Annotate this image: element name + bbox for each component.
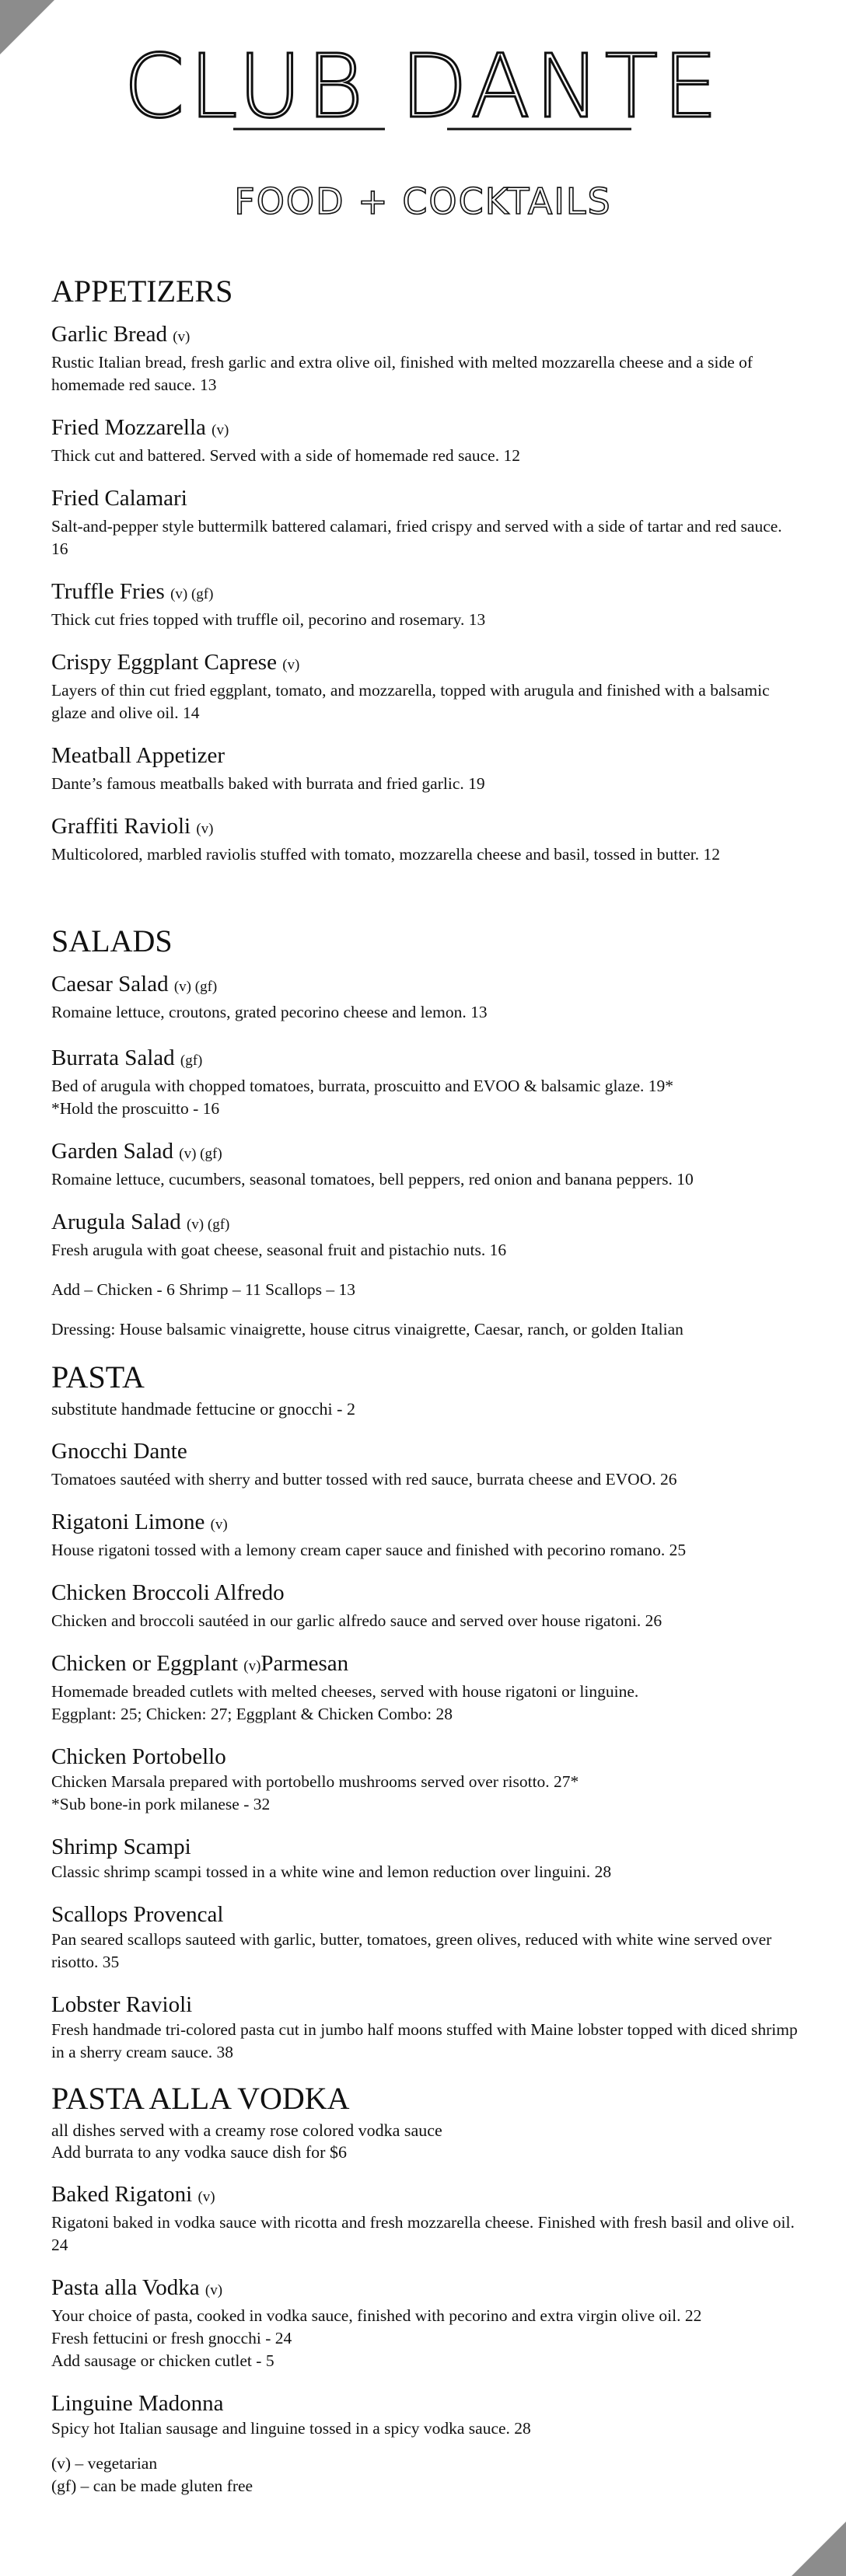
- item-name: Linguine Madonna: [51, 2391, 224, 2416]
- item-name: Scallops Provencal: [51, 1902, 224, 1927]
- item-tags: (v): [173, 329, 191, 345]
- tagline: FOOD + COCKTAILS: [234, 180, 612, 222]
- item-tags: (v): [243, 1658, 261, 1674]
- item-tags: (v): [282, 657, 300, 673]
- salad-dressings: Dressing: House balsamic vinaigrette, house citrus vinaigrette, Caesar, ranch, or golden Italian: [51, 1320, 683, 1339]
- item-description: Multicolored, marbled raviolis stuffed with tomato, mozzarella cheese and basil, tossed in butter. 12: [51, 845, 720, 864]
- menu-item: [51, 1833, 798, 1883]
- item-description: Thick cut and battered. Served with a side of homemade red sauce. 12: [51, 446, 520, 465]
- item-description: Romaine lettuce, cucumbers, seasonal tomatoes, bell peppers, red onion and banana peppers. 10: [51, 1170, 694, 1189]
- item-description: Dante’s famous meatballs baked with burrata and fried garlic. 19: [51, 774, 485, 793]
- item-description: Classic shrimp scampi tossed in a white wine and lemon reduction over linguini. 28: [51, 1862, 612, 1881]
- menu-item: [51, 414, 798, 467]
- menu-item: [51, 1208, 798, 1262]
- item-description: Salt-and-pepper style buttermilk battered calamari, fried crispy and served with a side of tartar and red sauce. 16: [51, 517, 782, 558]
- menu-item: [51, 812, 798, 866]
- item-name: Arugula Salad: [51, 1209, 181, 1234]
- menu-item: [51, 2389, 798, 2440]
- item-tags: (v) (gf): [173, 979, 218, 995]
- item-name: Baked Rigatoni: [51, 2182, 193, 2207]
- item-description: Thick cut fries topped with truffle oil, pecorino and rosemary. 13: [51, 610, 486, 629]
- section-title-salads: SALADS: [51, 923, 173, 958]
- item-name: Pasta alla Vodka: [51, 2275, 200, 2300]
- item-description: Chicken and broccoli sautéed in our garlic alfredo sauce and served over house rigatoni. 26: [51, 1611, 662, 1630]
- appetizers-list: [51, 320, 798, 866]
- item-note: Eggplant: 25; Chicken: 27; Eggplant & Chicken Combo: 28: [51, 1705, 453, 1723]
- item-name: Graffiti Ravioli: [51, 814, 191, 839]
- item-description: Rigatoni baked in vodka sauce with ricotta and fresh mozzarella cheese. Finished with fresh basil and olive oil. 24: [51, 2213, 795, 2254]
- item-note: *Hold the proscuitto - 16: [51, 1099, 220, 1118]
- item-tags: (gf): [180, 1052, 203, 1069]
- menu-item: [51, 1649, 798, 1726]
- item-name: Shrimp Scampi: [51, 1834, 191, 1859]
- legend-vegetarian: (v) – vegetarian: [51, 2454, 158, 2473]
- menu-item: [51, 1137, 798, 1191]
- salads-list: [51, 970, 798, 1341]
- item-description: Pan seared scallops sauteed with garlic, butter, tomatoes, green olives, reduced with white wine served over risotto. 35: [51, 1930, 772, 1971]
- menu-item: [51, 1901, 798, 1974]
- item-tags: (v): [210, 1517, 228, 1533]
- menu-item: [51, 1044, 798, 1120]
- pasta-list: [51, 1437, 798, 2064]
- item-description: Romaine lettuce, croutons, grated pecorino cheese and lemon. 13: [51, 1003, 488, 1021]
- item-description: Fresh arugula with goat cheese, seasonal fruit and pistachio nuts. 16: [51, 1241, 507, 1259]
- item-description: House rigatoni tossed with a lemony cream caper sauce and finished with pecorino romano. 25: [51, 1541, 687, 1559]
- item-name: Garden Salad: [51, 1139, 174, 1164]
- item-name: Rigatoni Limone: [51, 1510, 205, 1534]
- logo-svg: [0, 31, 846, 241]
- menu-item: [51, 2180, 798, 2257]
- menu-item: [51, 320, 798, 396]
- item-note: *Sub bone-in pork milanese - 32: [51, 1795, 271, 1813]
- menu-item: [51, 1437, 798, 1491]
- item-description: Your choice of pasta, cooked in vodka sauce, finished with pecorino and extra virgin olive oil. 22: [51, 2306, 702, 2325]
- item-name: Fried Mozzarella: [51, 415, 206, 440]
- item-name: Meatball Appetizer: [51, 743, 225, 768]
- vodka-list: [51, 2180, 798, 2440]
- item-name: Crispy Eggplant Caprese: [51, 650, 277, 675]
- section-note-vodka: all dishes served with a creamy rose colored vodka sauce: [51, 2120, 442, 2140]
- section-note-vodka-burrata: Add burrata to any vodka sauce dish for $6: [51, 2142, 348, 2162]
- item-description: Fresh handmade tri-colored pasta cut in jumbo half moons stuffed with Maine lobster topped with diced shrimp in a sherry cream sauce. 38: [51, 2020, 798, 2061]
- salad-add-ons: Add – Chicken - 6 Shrimp – 11 Scallops – 13: [51, 1280, 355, 1299]
- menu-item: [51, 648, 798, 724]
- logo-header: [0, 31, 846, 241]
- item-description: Chicken Marsala prepared with portobello mushrooms served over risotto. 27*: [51, 1772, 579, 1791]
- item-description: Tomatoes sautéed with sherry and butter tossed with red sauce, burrata cheese and EVOO. 26: [51, 1470, 677, 1489]
- menu-item: [51, 742, 798, 795]
- item-name-suffix: Parmesan: [260, 1651, 349, 1676]
- item-tags: (v) (gf): [186, 1216, 230, 1233]
- section-title-appetizers: APPETIZERS: [51, 274, 233, 309]
- dietary-legend: [51, 2452, 798, 2497]
- restaurant-name: CLUB DANTE: [124, 37, 722, 138]
- item-note: Add sausage or chicken cutlet - 5: [51, 2351, 274, 2370]
- item-name: Caesar Salad: [51, 972, 169, 997]
- item-tags: (v): [196, 821, 214, 837]
- menu-content: [51, 274, 798, 2497]
- item-description: Rustic Italian bread, fresh garlic and extra olive oil, finished with melted mozzarella cheese and a side of homemade red sauce. 13: [51, 353, 753, 394]
- item-description: Spicy hot Italian sausage and linguine tossed in a spicy vodka sauce. 28: [51, 2419, 531, 2438]
- item-tags: (v) (gf): [179, 1146, 222, 1162]
- item-description: Bed of arugula with chopped tomatoes, burrata, proscuitto and EVOO & balsamic glaze. 19*: [51, 1077, 674, 1095]
- item-tags: (v): [205, 2282, 223, 2299]
- item-name: Lobster Ravioli: [51, 1992, 193, 2017]
- item-note: Fresh fettucini or fresh gnocchi - 24: [51, 2329, 292, 2347]
- item-name: Chicken or Eggplant: [51, 1651, 239, 1676]
- item-tags: (v): [198, 2189, 215, 2205]
- item-name: Chicken Broccoli Alfredo: [51, 1580, 285, 1605]
- menu-item: [51, 1508, 798, 1562]
- item-tags: (v): [212, 422, 229, 438]
- item-name: Fried Calamari: [51, 486, 187, 511]
- menu-item: [51, 578, 798, 631]
- item-name: Chicken Portobello: [51, 1744, 226, 1769]
- menu-item: [51, 1743, 798, 1816]
- section-note-pasta: substitute handmade fettucine or gnocchi - 2: [51, 1399, 355, 1419]
- item-description: Layers of thin cut fried eggplant, tomato, and mozzarella, topped with arugula and finished with a balsamic glaze and olive oil. 14: [51, 681, 770, 722]
- menu-item: [51, 970, 798, 1024]
- item-description: Homemade breaded cutlets with melted cheeses, served with house rigatoni or linguine.: [51, 1682, 639, 1701]
- item-name: Truffle Fries: [51, 579, 165, 604]
- item-name: Garlic Bread: [51, 322, 167, 347]
- menu-item: [51, 2274, 798, 2372]
- menu-item: [51, 484, 798, 560]
- menu-item: [51, 1579, 798, 1632]
- item-name: Gnocchi Dante: [51, 1439, 187, 1464]
- corner-decoration-bottom-right: [792, 2522, 846, 2576]
- section-title-vodka: PASTA ALLA VODKA: [51, 2081, 350, 2116]
- item-tags: (v) (gf): [170, 586, 214, 602]
- menu-item: [51, 1991, 798, 2064]
- section-title-pasta: PASTA: [51, 1360, 145, 1394]
- legend-gluten-free: (gf) – can be made gluten free: [51, 2477, 253, 2495]
- item-name: Burrata Salad: [51, 1045, 175, 1070]
